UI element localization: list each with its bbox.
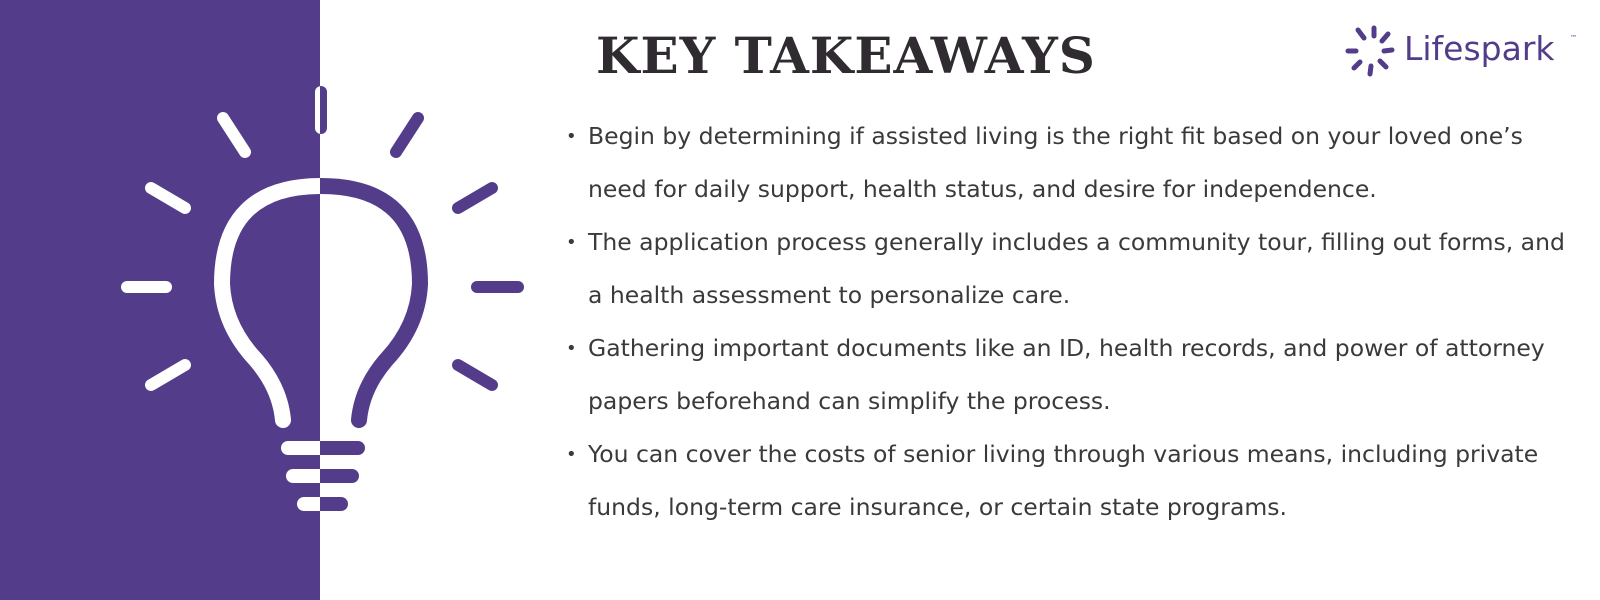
list-item [566,428,1581,534]
takeaway-text: You can cover the costs of senior living through various means, including private funds, long-term care insurance, or certain state programs. [588,440,1539,521]
list-item [566,322,1581,428]
bullet-icon: • [566,444,577,465]
lightbulb-icon [0,0,600,600]
takeaway-text: Begin by determining if assisted living is the right fit based on your loved one’s need for daily support, health status, and desire for independence. [588,122,1523,203]
brand-logo [1344,24,1584,80]
takeaway-text: The application process generally includes a community tour, filling out forms, and a health assessment to personalize care. [588,228,1565,309]
brand-name: Lifespark [1404,29,1555,68]
trademark-symbol: ™ [1570,34,1577,42]
bullet-icon: • [566,232,577,253]
list-item [566,216,1581,322]
bullet-icon: • [566,126,577,147]
list-item [566,110,1581,216]
page-title: KEY TAKEAWAYS [596,26,1096,85]
takeaway-text: Gathering important documents like an ID, health records, and power of attorney papers beforehand can simplify the process. [588,334,1545,415]
spark-burst-icon [1344,24,1400,80]
takeaways-list [566,110,1581,534]
bullet-icon: • [566,338,577,359]
